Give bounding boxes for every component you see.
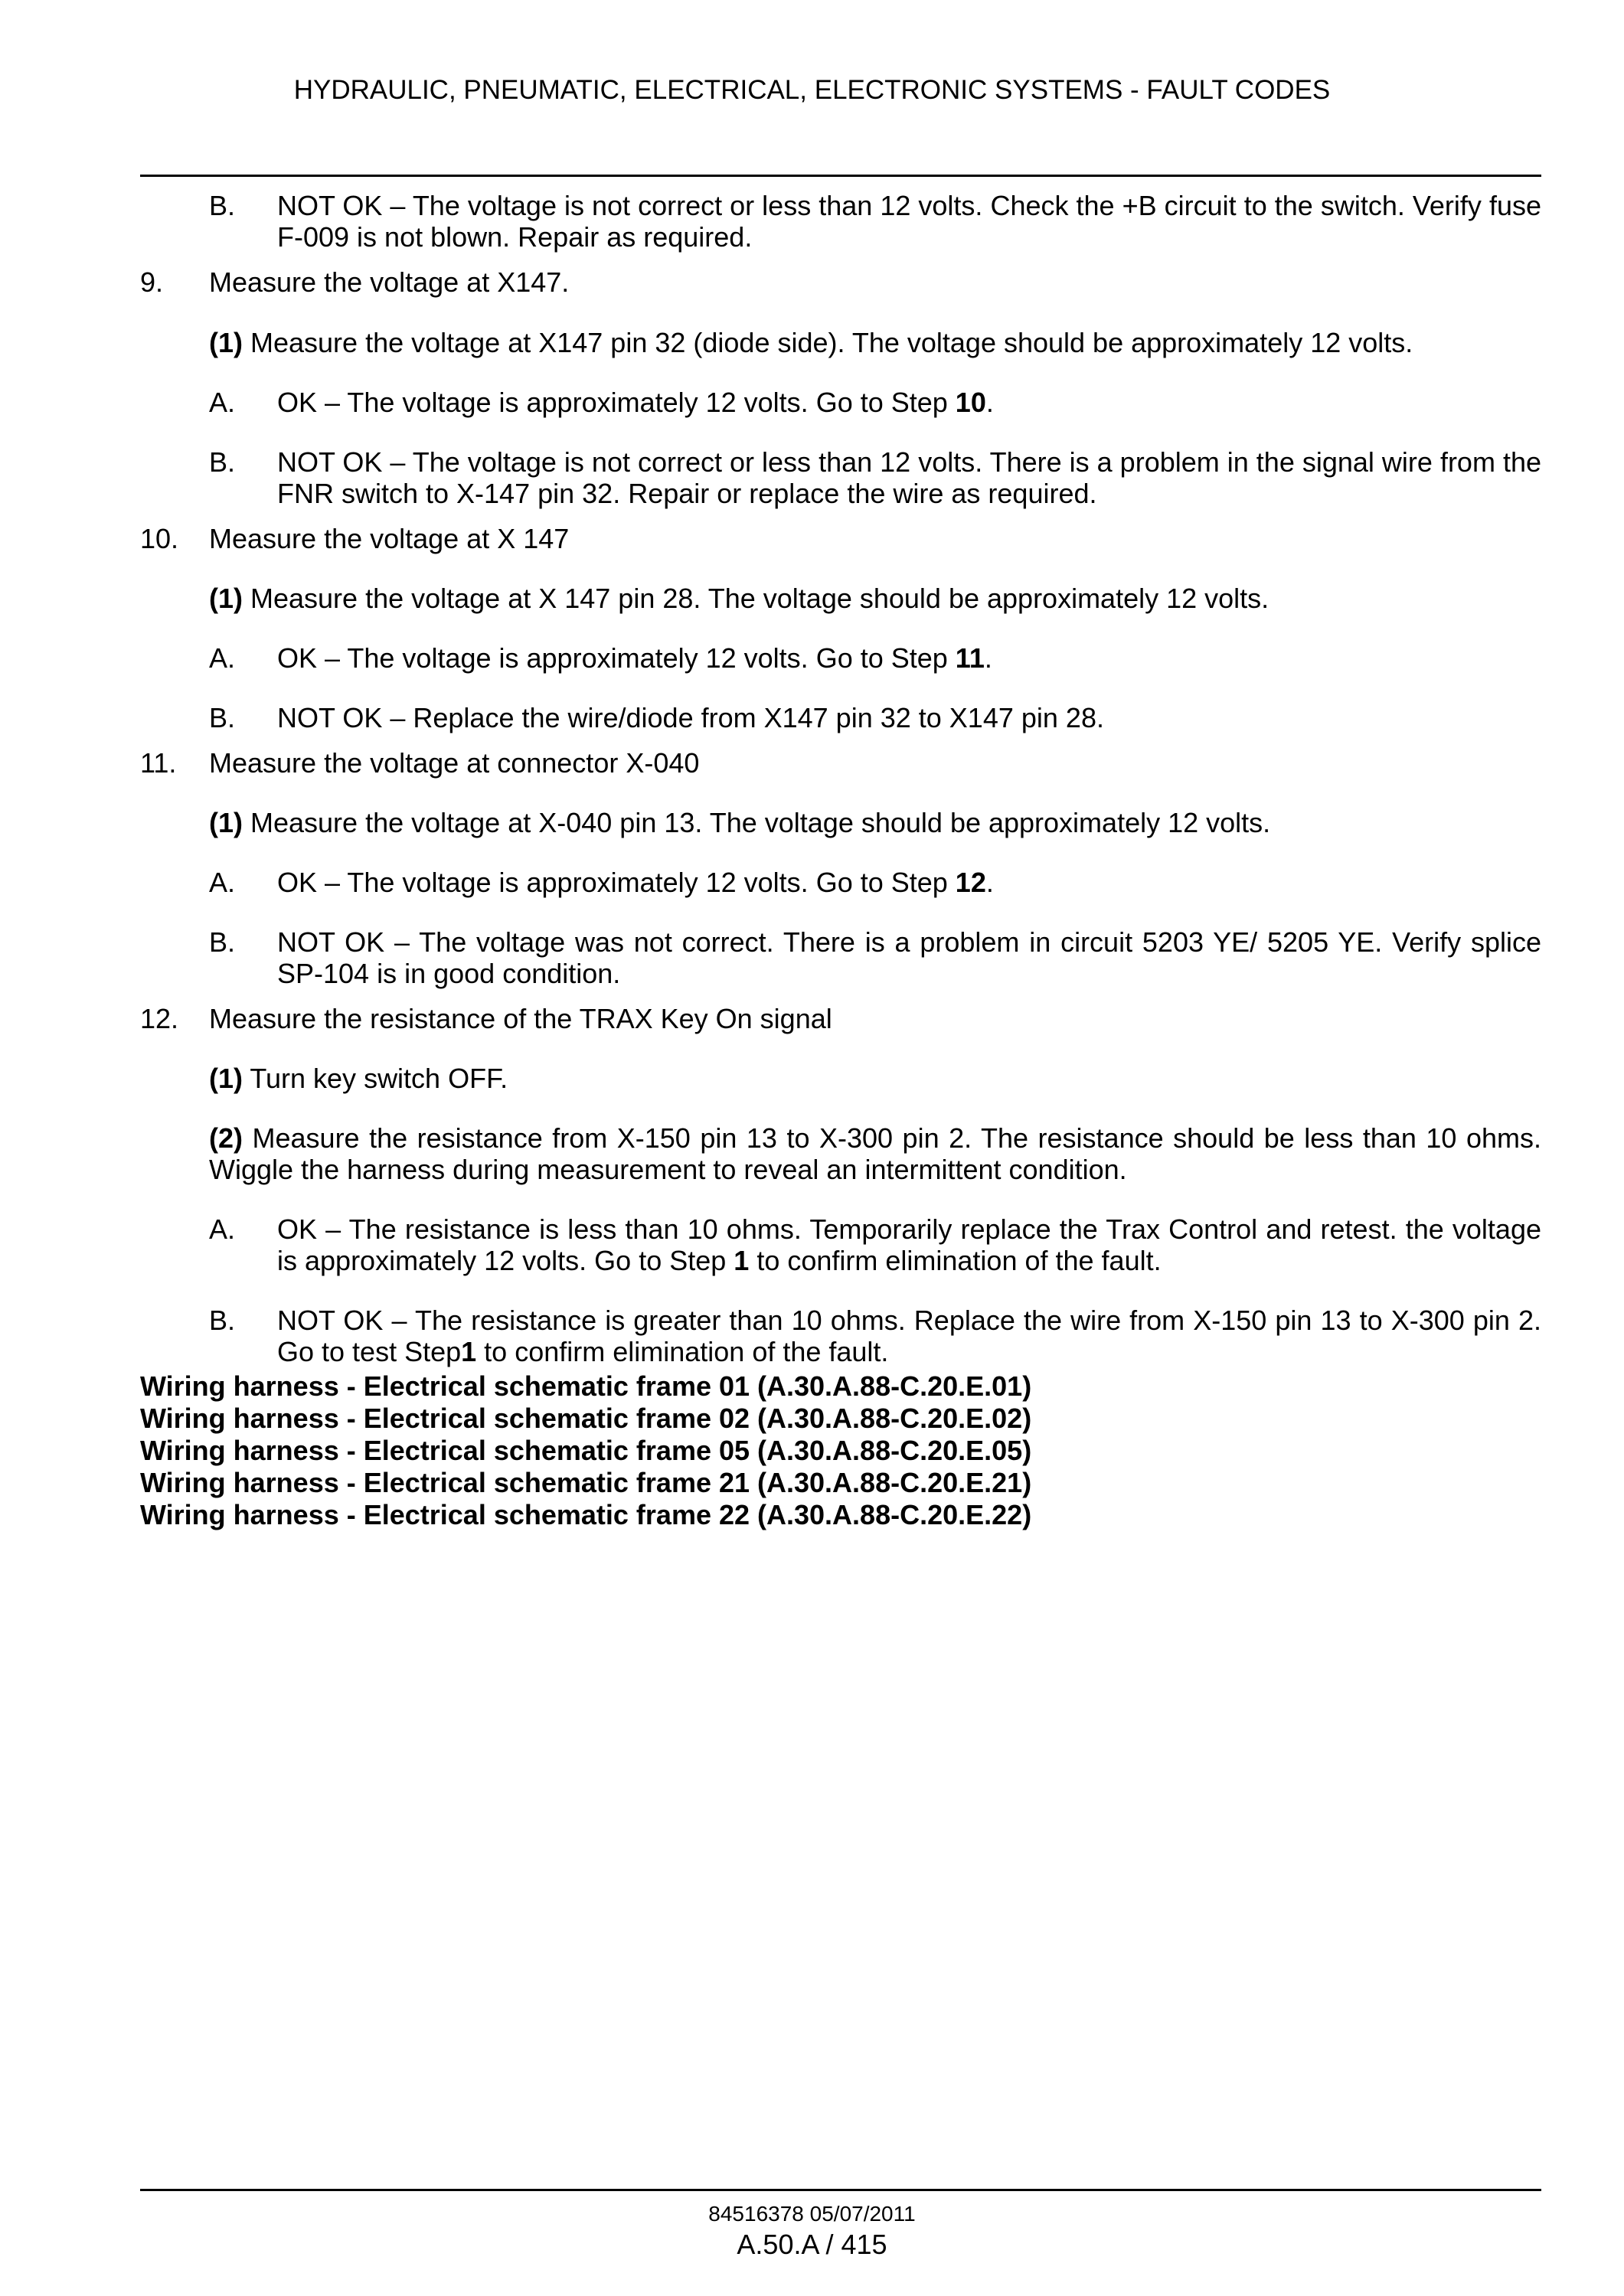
step-10-item-a <box>0 642 1541 674</box>
item-letter: A. <box>209 387 236 418</box>
instruction-text: Measure the voltage at X 147 pin 28. The voltage should be approximately 12 volts. <box>243 583 1269 614</box>
instruction-text: Measure the voltage at X147 pin 32 (diode side). The voltage should be approximately 12 volts. <box>243 327 1413 358</box>
item-step-ref: 11 <box>955 642 985 674</box>
step-number: 12. <box>140 1003 179 1034</box>
item-text-after: . <box>985 387 994 418</box>
step-11-item-b <box>0 926 1541 989</box>
item-step-ref: 12 <box>955 867 986 898</box>
instruction-marker: (2) <box>209 1122 243 1154</box>
item-text: OK – The voltage is approximately 12 volts. Go to Step <box>277 642 956 674</box>
instruction-marker: (1) <box>209 1063 243 1094</box>
reference-link[interactable]: Wiring harness - Electrical schematic frame 01 (A.30.A.88-C.20.E.01) <box>140 1370 1032 1402</box>
item-letter: B. <box>209 926 236 958</box>
step-10-instruction-1 <box>0 583 1541 614</box>
step-9-instruction-1 <box>0 327 1541 358</box>
item-letter: A. <box>209 867 236 898</box>
instruction-marker: (1) <box>209 807 243 838</box>
page-content <box>0 190 1624 1531</box>
step-title: Measure the voltage at connector X-040 <box>209 747 700 779</box>
step-12-item-a <box>0 1213 1541 1276</box>
step-9-item-a <box>0 387 1541 418</box>
reference-link[interactable]: Wiring harness - Electrical schematic frame 22 (A.30.A.88-C.20.E.22) <box>140 1499 1032 1530</box>
header-rule <box>140 175 1541 177</box>
reference-links <box>0 1370 1624 1531</box>
step-11 <box>0 747 1541 779</box>
instruction-text: Measure the resistance from X-150 pin 13 to X-300 pin 2. The resistance should be less than 10 ohms. Wiggle the harness during measurement to reveal an intermittent condition. <box>209 1122 1541 1185</box>
instruction-marker: (1) <box>209 327 243 358</box>
item-step-ref: 1 <box>461 1336 477 1367</box>
item-text: NOT OK – The voltage was not correct. There is a problem in circuit 5203 YE/ 5205 YE. Verify splice SP-104 is in good condition. <box>277 926 1541 989</box>
item-text: NOT OK – The voltage is not correct or less than 12 volts. Check the +B circuit to the switch. Verify fuse F-009 is not blown. Repair as required. <box>277 190 1541 253</box>
item-letter: B. <box>209 1305 236 1336</box>
step-11-item-a <box>0 867 1541 898</box>
item-step-ref: 10 <box>955 387 986 418</box>
item-letter: A. <box>209 1213 236 1245</box>
item-letter: B. <box>209 446 236 478</box>
document-code: 84516378 05/07/2011 <box>708 2202 916 2226</box>
reference-link[interactable]: Wiring harness - Electrical schematic frame 05 (A.30.A.88-C.20.E.05) <box>140 1435 1032 1466</box>
step-number: 11. <box>140 747 177 779</box>
item-text: OK – The voltage is approximately 12 volts. Go to Step <box>277 387 956 418</box>
reference-link[interactable]: Wiring harness - Electrical schematic frame 02 (A.30.A.88-C.20.E.02) <box>140 1403 1032 1434</box>
step-12 <box>0 1003 1541 1034</box>
instruction-text: Measure the voltage at X-040 pin 13. The voltage should be approximately 12 volts. <box>243 807 1271 838</box>
item-text: OK – The voltage is approximately 12 volts. Go to Step <box>277 867 956 898</box>
page-number: A.50.A / 415 <box>737 2229 887 2260</box>
item-text-after: to confirm elimination of the fault. <box>476 1336 889 1367</box>
item-text: NOT OK – Replace the wire/diode from X147 pin 32 to X147 pin 28. <box>277 702 1104 733</box>
step-10 <box>0 523 1541 554</box>
instruction-text: Turn key switch OFF. <box>243 1063 508 1094</box>
item-letter: A. <box>209 642 236 674</box>
prev-step-item-b <box>0 190 1541 253</box>
instruction-marker: (1) <box>209 583 243 614</box>
item-text-after: to confirm elimination of the fault. <box>749 1245 1162 1276</box>
footer-rule <box>140 2189 1541 2191</box>
item-letter: B. <box>209 190 236 221</box>
item-step-ref: 1 <box>734 1245 750 1276</box>
step-12-item-b <box>0 1305 1541 1367</box>
item-text-after: . <box>985 867 994 898</box>
step-title: Measure the voltage at X 147 <box>209 523 570 554</box>
step-9-item-b <box>0 446 1541 509</box>
page-header: HYDRAULIC, PNEUMATIC, ELECTRICAL, ELECTRONIC SYSTEMS - FAULT CODES <box>293 75 1331 105</box>
step-12-instruction-2 <box>0 1122 1541 1185</box>
step-number: 10. <box>140 523 179 554</box>
item-text: NOT OK – The resistance is greater than 10 ohms. Replace the wire from X-150 pin 13 to X-300 pin 2. Go to test Step <box>277 1305 1541 1367</box>
step-10-item-b <box>0 702 1541 733</box>
step-number: 9. <box>140 266 164 298</box>
step-9 <box>0 266 1541 298</box>
item-letter: B. <box>209 702 236 733</box>
item-text: NOT OK – The voltage is not correct or less than 12 volts. There is a problem in the signal wire from the FNR switch to X-147 pin 32. Repair or replace the wire as required. <box>277 446 1541 509</box>
reference-link[interactable]: Wiring harness - Electrical schematic frame 21 (A.30.A.88-C.20.E.21) <box>140 1467 1032 1498</box>
step-title: Measure the resistance of the TRAX Key On signal <box>209 1003 832 1034</box>
step-title: Measure the voltage at X147. <box>209 266 570 298</box>
step-12-instruction-1 <box>0 1063 1541 1094</box>
step-11-instruction-1 <box>0 807 1541 838</box>
item-text: OK – The resistance is less than 10 ohms. Temporarily replace the Trax Control and retest. the voltage is approximately 12 volts. Go to Step <box>277 1213 1541 1276</box>
item-text-after: . <box>984 642 992 674</box>
